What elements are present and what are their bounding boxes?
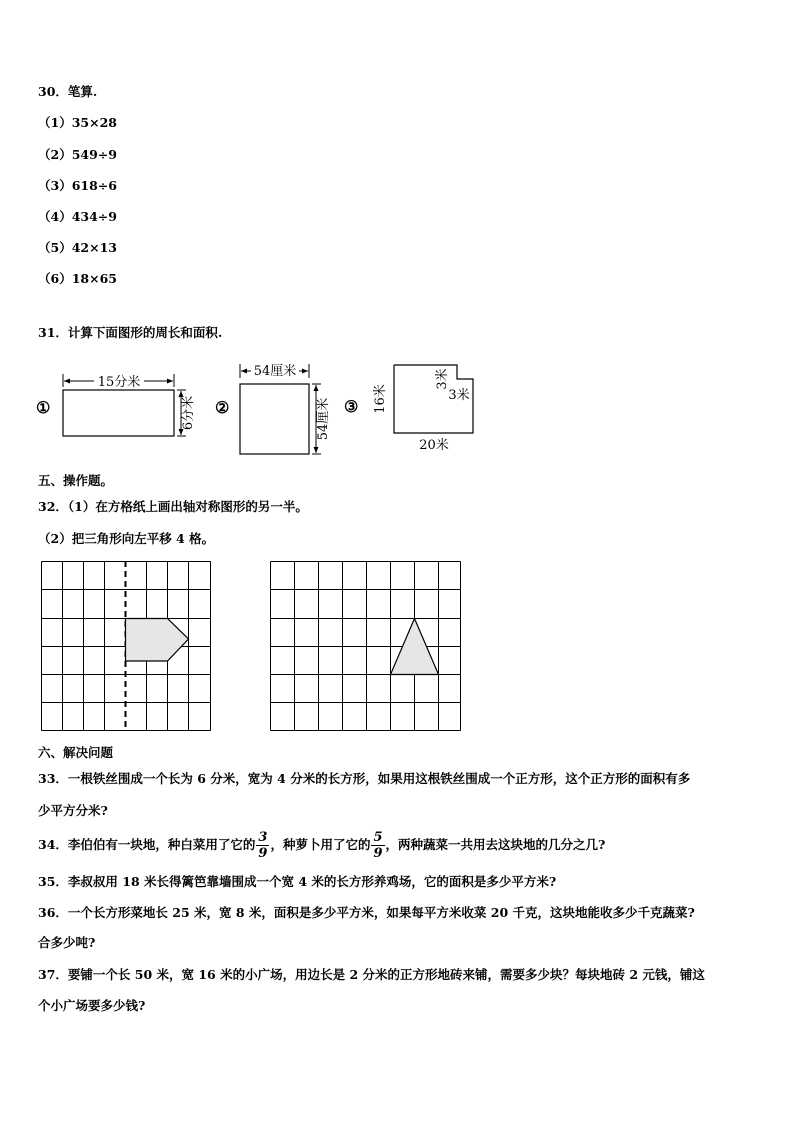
figure-1-rectangle [34, 368, 234, 448]
fraction-1-denominator: 9 [258, 846, 268, 861]
q30-item-3: （3）618÷6 [38, 178, 117, 193]
figure-3-bottom-label: 20米 [419, 438, 449, 453]
q30-item-1: （1）35×28 [38, 115, 117, 130]
q30-title: 30．笔算. [38, 84, 98, 99]
figure-1-width-label: 15分米 [97, 375, 141, 390]
q30-item-2: （2）549÷9 [38, 147, 117, 162]
q30-item-6: （6）18×65 [38, 271, 117, 286]
half-shape [126, 619, 189, 662]
fraction-2-denominator: 9 [373, 846, 383, 861]
q34-question [38, 826, 605, 864]
q35-line-1: 35．李叔叔用 18 米长得篱笆靠墙围成一个宽 4 米的长方形养鸡场，它的面积是多少平方米? [38, 874, 557, 889]
q34-part-2: ，种萝卜用了它的 [270, 837, 371, 852]
grid-2-lines [271, 562, 461, 731]
q37-line-2: 个小广场要多少钱? [38, 998, 146, 1013]
q30-item-4: （4）434÷9 [38, 209, 117, 224]
q36-line-2: 合多少吨? [38, 935, 96, 950]
section-5-title: 五、操作题。 [38, 473, 114, 488]
section-6-title: 六、解决问题 [38, 745, 114, 760]
figure-3-notched-shape [342, 360, 492, 460]
fraction-2-numerator: 5 [373, 830, 383, 845]
q37-line-1: 37．要铺一个长 50 米，宽 16 米的小广场，用边长是 2 分米的正方形地砖来铺，需要多少块？每块地砖 2 元钱，铺这 [38, 967, 705, 982]
figure-3-left-label: 16米 [373, 384, 388, 414]
q31-title: 31．计算下面图形的周长和面积. [38, 325, 223, 340]
figure-1-marker: ① [36, 398, 51, 417]
figure-2-width-label: 54厘米 [253, 364, 297, 379]
figure-3-notch-vertical-label: 3米 [435, 368, 450, 390]
q33-line-1: 33．一根铁丝围成一个长为 6 分米，宽为 4 分米的长方形，如果用这根铁丝围成一个正方形，这个正方形的面积有多 [38, 771, 691, 786]
fraction-radish [371, 830, 384, 861]
figure-3-notch-horizontal-label: 3米 [448, 388, 470, 403]
fraction-1-numerator: 3 [258, 830, 268, 845]
fraction-white-cabbage [256, 830, 269, 861]
q32-line-1: 32．（1）在方格纸上画出轴对称图形的另一半。 [38, 499, 308, 514]
figure-2-height-label: 54厘米 [316, 397, 331, 441]
q32-line-2: （2）把三角形向左平移 4 格。 [38, 531, 215, 546]
q33-line-2: 少平方分米? [38, 803, 108, 818]
q30-item-5: （5）42×13 [38, 240, 117, 255]
q34-part-3: ，两种蔬菜一共用去这块地的几分之几? [385, 837, 606, 852]
figure-3-marker: ③ [344, 397, 359, 416]
q34-part-1: 34．李伯伯有一块地，种白菜用了它的 [38, 837, 256, 852]
figure-2-square [213, 360, 353, 460]
figure-2-marker: ② [215, 398, 230, 417]
grid-translation [270, 561, 462, 733]
q36-line-1: 36．一个长方形菜地长 25 米，宽 8 米，面积是多少平方米，如果每平方米收菜 20 千克，这块地能收多少千克蔬菜? [38, 905, 695, 920]
figure-1-height-label: 6分米 [181, 395, 196, 431]
grid-symmetry [41, 561, 213, 733]
